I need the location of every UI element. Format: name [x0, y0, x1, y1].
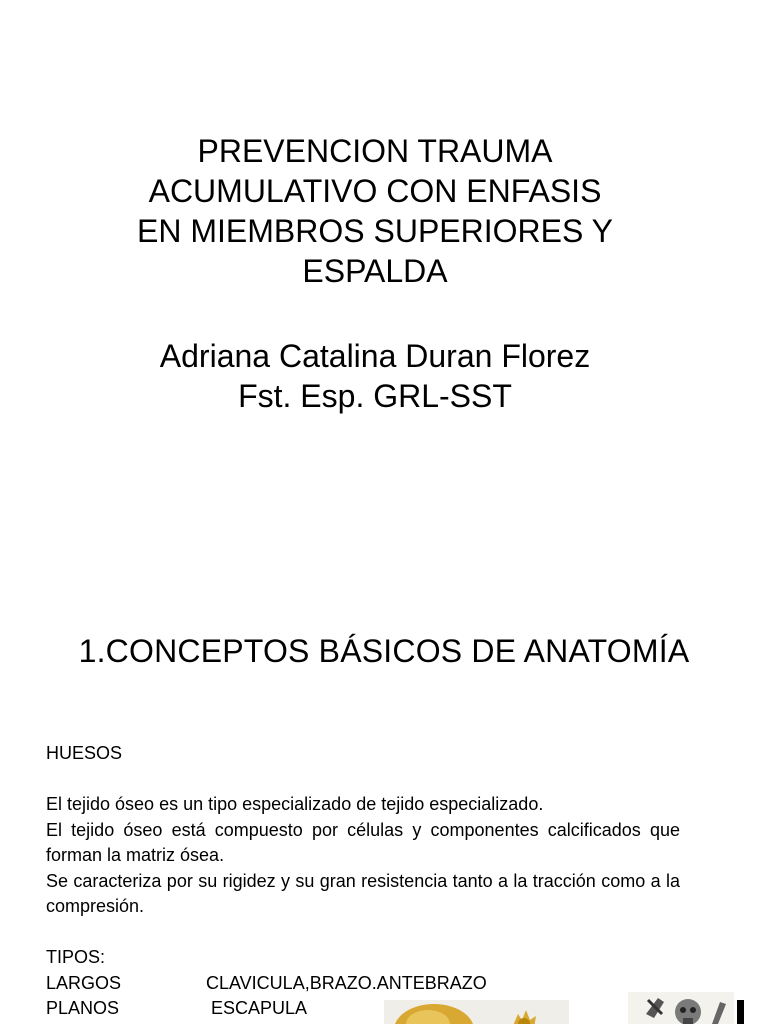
- type-name: LARGOS: [46, 972, 122, 993]
- bones-content: [46, 741, 680, 1022]
- title-line-2: ACUMULATIVO CON ENFASIS: [148, 173, 602, 209]
- type-name: PLANOS: [46, 998, 120, 1018]
- paragraph-2: El tejido óseo está compuesto por células y componentes calcificados que forman la matriz ósea.: [46, 819, 680, 865]
- author-name: Adriana Catalina Duran Florez: [159, 338, 591, 374]
- skeleton-illustration: [628, 992, 734, 1024]
- type-row-planos: [46, 996, 680, 1022]
- presentation-title: [100, 131, 650, 291]
- author-info: [100, 336, 650, 416]
- spacer: [46, 767, 680, 793]
- types-label: TIPOS:: [46, 947, 106, 967]
- section-heading: 1.CONCEPTOS BÁSICOS DE ANATOMÍA: [78, 633, 690, 669]
- black-bar: [737, 1000, 744, 1024]
- skull-illustration: [384, 1000, 569, 1024]
- title-line-4: ESPALDA: [302, 253, 448, 289]
- type-example: ESCAPULA: [206, 998, 308, 1018]
- type-row-largos: [46, 971, 680, 997]
- skull-illustration-graphic: [384, 1000, 569, 1024]
- title-line-3: EN MIEMBROS SUPERIORES Y: [137, 213, 613, 249]
- skeleton-illustration-graphic: [628, 992, 734, 1024]
- paragraph-3: Se caracteriza por su rigidez y su gran resistencia tanto a la tracción como a la compresión.: [46, 870, 680, 916]
- title-line-1: PREVENCION TRAUMA: [197, 133, 553, 169]
- author-credential: Fst. Esp. GRL-SST: [238, 378, 512, 414]
- type-example: CLAVICULA,BRAZO.ANTEBRAZO: [206, 972, 487, 993]
- subheading-huesos: HUESOS: [46, 743, 123, 763]
- spacer: [46, 920, 680, 946]
- paragraph-1: El tejido óseo es un tipo especializado de tejido especializado.: [46, 794, 544, 814]
